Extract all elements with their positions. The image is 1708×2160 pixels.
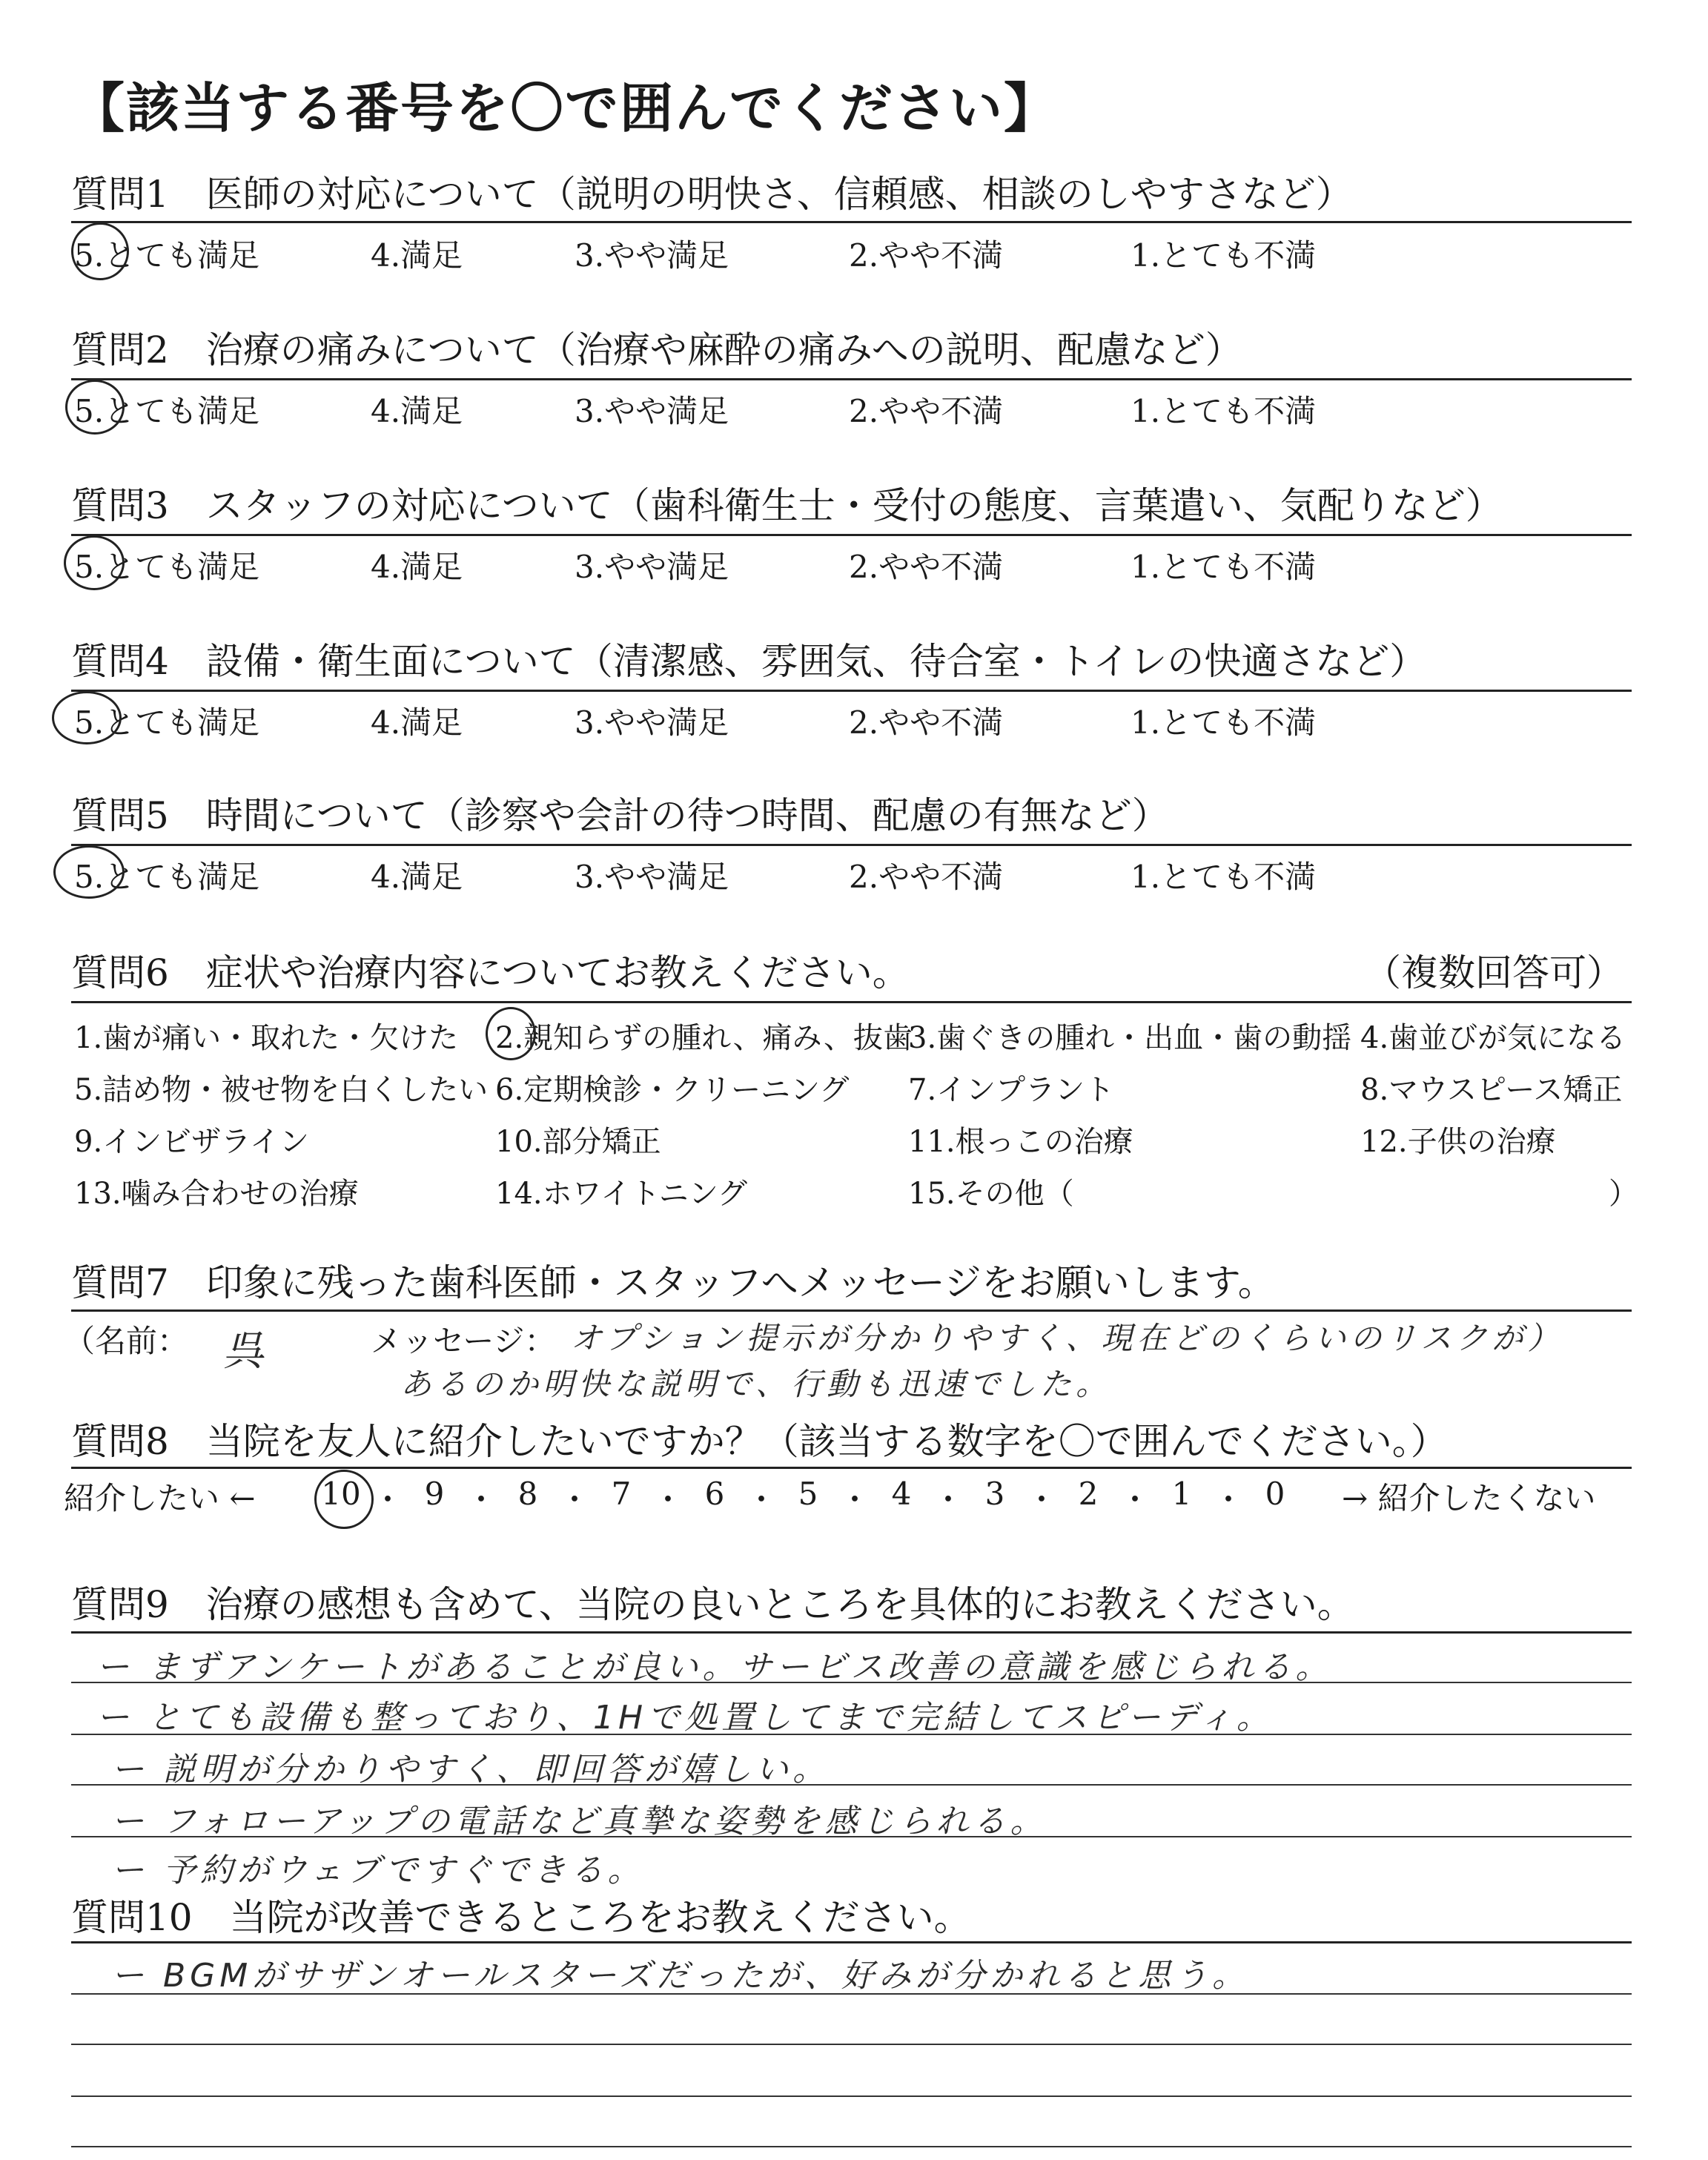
scale-dot: ・ [465,1482,497,1518]
answer-line [71,1682,1632,1683]
q6-item-12[interactable]: 12.子供の治療 [1360,1125,1556,1159]
q4-option-1[interactable]: 1.とても不満 [1131,704,1317,741]
divider [71,1309,1632,1312]
scale-dot: ・ [558,1482,590,1518]
q2-option-5[interactable]: 5.とても満足 [74,393,260,429]
q2-option-4[interactable]: 4.満足 [371,393,463,429]
recommend-right-label: → 紹介したくない [1342,1480,1596,1516]
scale-dot: ・ [745,1482,777,1518]
q4-option-4[interactable]: 4.満足 [371,704,463,741]
q6-item-4[interactable]: 4.歯並びが気になる [1360,1021,1626,1055]
q1-option-2[interactable]: 2.やや不満 [849,237,1004,274]
q2-option-3[interactable]: 3.やや満足 [575,393,729,429]
question-5-heading: 質問5 時間について（診察や会計の待つ時間、配慮の有無など） [71,794,1169,837]
q6-item-13[interactable]: 13.噛み合わせの治療 [74,1177,359,1211]
recommend-scale [319,1476,1297,1520]
q6-item-9[interactable]: 9.インビザライン [74,1125,309,1159]
q5-option-2[interactable]: 2.やや不満 [849,859,1004,895]
q3-selection-circle [64,535,125,590]
q5-option-1[interactable]: 1.とても不満 [1131,859,1317,895]
message-line-1[interactable]: オプション提示が分かりやすく、現在どのくらいのリスクが） [571,1320,1563,1356]
divider [71,378,1632,380]
answer-line [71,2146,1632,2147]
q9-answer-3[interactable]: ー 説明が分かりやすく、即回答が嬉しい。 [111,1751,830,1789]
q5-option-4[interactable]: 4.満足 [371,859,463,895]
q6-item-7[interactable]: 7.インプラント [908,1073,1115,1107]
q2-option-1[interactable]: 1.とても不満 [1131,393,1317,429]
q4-selection-circle [52,691,122,744]
q6-item-5[interactable]: 5.詰め物・被せ物を白くしたい [74,1073,489,1107]
scale-value[interactable]: 9 [424,1476,445,1512]
q1-option-5[interactable]: 5.とても満足 [74,237,260,274]
question-9-heading: 質問9 治療の感想も含めて、当院の良いところを具体的にお教えください。 [71,1583,1354,1626]
q3-option-3[interactable]: 3.やや満足 [575,549,729,585]
scale-value[interactable]: 8 [517,1476,538,1512]
q3-option-2[interactable]: 2.やや不満 [849,549,1004,585]
q1-option-1[interactable]: 1.とても不満 [1131,237,1317,274]
answer-line [71,1836,1632,1837]
divider [71,1631,1632,1634]
q2-option-2[interactable]: 2.やや不満 [849,393,1004,429]
divider [71,844,1632,846]
divider [71,534,1632,536]
q9-answer-4[interactable]: ー フォローアップの電話など真摯な姿勢を感じられる。 [111,1803,1047,1840]
q6-item-1[interactable]: 1.歯が痛い・取れた・欠けた [74,1021,459,1055]
answer-line [71,1784,1632,1786]
q6-item-3[interactable]: 3.歯ぐきの腫れ・出血・歯の動揺 [908,1021,1352,1055]
scale-dot: ・ [652,1482,683,1518]
scale-dot: ・ [1025,1482,1057,1518]
scale-value[interactable]: 7 [611,1476,632,1512]
q1-option-3[interactable]: 3.やや満足 [575,237,729,274]
question-3-heading: 質問3 スタッフの対応について（歯科衛生士・受付の態度、言葉遣い、気配りなど） [71,484,1503,527]
divider [71,1001,1632,1003]
message-line-2[interactable]: あるのか明快な説明で、行動も迅速でした。 [400,1366,1112,1402]
q1-option-4[interactable]: 4.満足 [371,237,463,274]
divider [71,690,1632,692]
scale-value[interactable]: 2 [1078,1476,1099,1512]
q4-option-3[interactable]: 3.やや満足 [575,704,729,741]
answer-line [71,2095,1632,2097]
q6-item-2[interactable]: 2.親知らずの腫れ、痛み、抜歯 [495,1021,913,1055]
scale-dot: ・ [1119,1482,1151,1518]
q4-option-2[interactable]: 2.やや不満 [849,704,1004,741]
q1-selection-circle [71,222,129,280]
q6-item-8[interactable]: 8.マウスピース矯正 [1360,1073,1623,1107]
question-2-heading: 質問2 治療の痛みについて（治療や麻酔の痛みへの説明、配慮など） [71,328,1242,371]
q4-option-5[interactable]: 5.とても満足 [74,704,260,741]
answer-line [71,1734,1632,1735]
q5-selection-circle [53,845,125,899]
question-7-heading: 質問7 印象に残った歯科医師・スタッフへメッセージをお願いします。 [71,1261,1275,1304]
q6-item-15[interactable]: 15.その他（ [908,1177,1074,1211]
q5-option-3[interactable]: 3.やや満足 [575,859,729,895]
divider [71,1941,1632,1943]
scale-value[interactable]: 0 [1265,1476,1285,1512]
scale-dot: ・ [1212,1482,1244,1518]
q9-answer-5[interactable]: ー 予約がウェブですぐできる。 [111,1852,645,1889]
answer-line [71,1993,1632,1995]
name-label: （名前： [64,1323,189,1359]
scale-dot: ・ [838,1482,870,1518]
q6-item-14[interactable]: 14.ホワイトニング [495,1177,748,1211]
q9-answer-1[interactable]: ー まずアンケートがあることが良い。サービス改善の意識を感じられる。 [96,1648,1333,1686]
q6-item-11[interactable]: 11.根っこの治療 [908,1125,1133,1159]
form-title: 【該当する番号を〇で囲んでください】 [71,76,1059,139]
q3-option-5[interactable]: 5.とても満足 [74,549,260,585]
divider [71,221,1632,223]
question-4-heading: 質問4 設備・衛生面について（清潔感、雰囲気、待合室・トイレの快適さなど） [71,640,1427,683]
q6-item-6[interactable]: 6.定期検診・クリーニング [495,1073,850,1107]
question-6-note: （複数回答可） [1364,951,1623,994]
question-10-heading: 質問10 当院が改善できるところをお教えください。 [71,1896,971,1939]
question-8-heading: 質問8 当院を友人に紹介したいですか？（該当する数字を〇で囲んでください。） [71,1420,1448,1463]
name-value[interactable]: 呉 [222,1327,268,1375]
q2-selection-circle [65,380,125,435]
q3-option-4[interactable]: 4.満足 [371,549,463,585]
q6-item-10[interactable]: 10.部分矯正 [495,1125,661,1159]
q3-option-1[interactable]: 1.とても不満 [1131,549,1317,585]
scale-dot: ・ [371,1482,403,1518]
message-label: メッセージ： [371,1323,556,1359]
scale-value[interactable]: 5 [798,1476,818,1512]
scale-value[interactable]: 1 [1171,1476,1192,1512]
q6-selection-circle [486,1007,536,1060]
recommend-left-label: 紹介したい ← [64,1480,256,1516]
q9-answer-2[interactable]: ー とても設備も整っており、1Hで処置してまで完結してスピーディ。 [96,1699,1274,1737]
q5-option-5[interactable]: 5.とても満足 [74,859,260,895]
scale-value[interactable]: 4 [891,1476,912,1512]
scale-value[interactable]: 10 [321,1476,361,1512]
question-6-heading: 質問6 症状や治療内容についてお教えください。 [71,951,910,994]
scale-value[interactable]: 3 [984,1476,1005,1512]
scale-value[interactable]: 6 [704,1476,725,1512]
q10-answer-1[interactable]: ー BGMがサザンオールスターズだったが、好みが分かれると思う。 [111,1957,1249,1995]
scale-dot: ・ [932,1482,964,1518]
question-1-heading: 質問1 医師の対応について（説明の明快さ、信頼感、相談のしやすさなど） [71,173,1353,216]
q8-selection-circle [314,1470,374,1529]
divider [71,1467,1632,1469]
q6-other-close-paren: ） [1609,1177,1638,1211]
answer-line [71,2044,1632,2045]
